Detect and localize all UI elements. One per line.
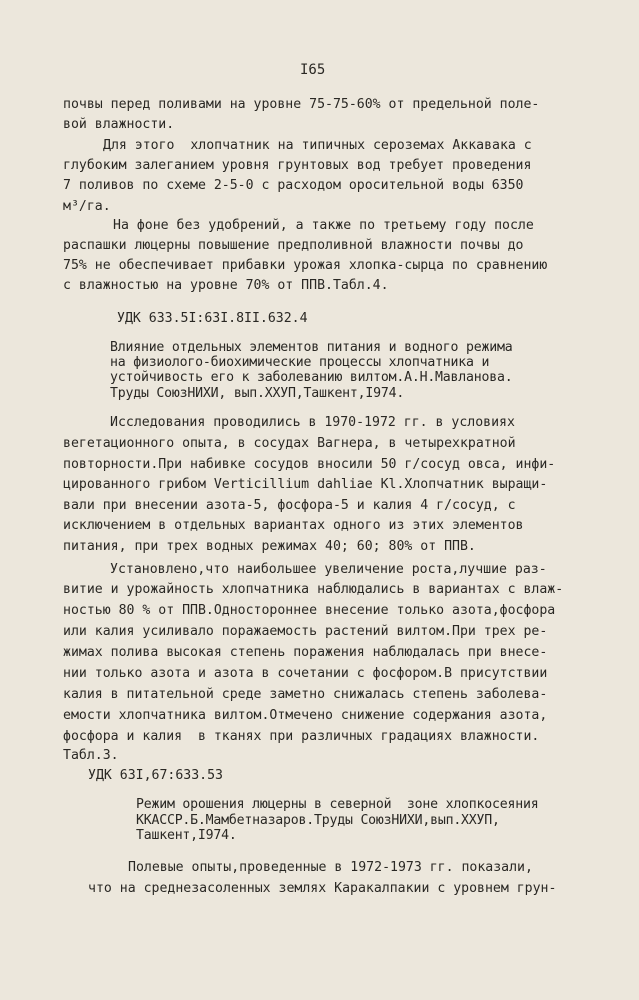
text-line: цированного грибом Verticillium dahliae Kl.Хлопчатник выращи- bbox=[63, 477, 548, 492]
text-line: Для этого хлопчатник на типичных сероземах Аккавака с bbox=[103, 138, 532, 153]
text-line: Табл.3. bbox=[63, 748, 119, 763]
text-line: вой влажности. bbox=[63, 117, 175, 132]
text-line: Полевые опыты,проведенные в 1972-1973 гг. показали, bbox=[128, 860, 533, 875]
abstract-line: ККАССР.Б.Мамбетназаров.Труды СоюзНИХИ,вып.ХХУП, bbox=[136, 813, 500, 828]
text-line: с влажностью на уровне 70% от ППВ.Табл.4. bbox=[63, 278, 389, 293]
text-line: распашки люцерны повышение предполивной влажности почвы до bbox=[63, 238, 524, 253]
text-line: жимах полива высокая степень поражения наблюдалась при внесе- bbox=[63, 645, 548, 660]
text-line: исключением в отдельных вариантах одного из этих элементов bbox=[63, 518, 524, 533]
text-line: На фоне без удобрений, а также по третьему году после bbox=[113, 218, 534, 233]
text-line: Установлено,что наибольшее увеличение роста,лучшие раз- bbox=[110, 562, 547, 577]
abstract-line: Труды СоюзНИХИ, вып.ХХУП,Ташкент,I974. bbox=[110, 386, 405, 401]
text-line: вали при внесении азота-5, фосфора-5 и калия 4 г/сосуд, с bbox=[63, 498, 516, 513]
abstract-line: Ташкент,I974. bbox=[136, 828, 237, 843]
text-line: глубоким залеганием уровня грунтовых вод требует проведения bbox=[63, 158, 532, 173]
text-line: почвы перед поливами на уровне 75-75-60% от предельной поле- bbox=[63, 97, 540, 112]
abstract-line: Влияние отдельных элементов питания и водного режима bbox=[110, 340, 513, 355]
text-line: м³/га. bbox=[63, 199, 111, 214]
text-line: фосфора и калия в тканях при различных градациях влажности. bbox=[63, 729, 540, 744]
text-line: витие и урожайность хлопчатника наблюдались в вариантах с влаж- bbox=[63, 582, 564, 597]
text-line: вегетационного опыта, в сосудах Вагнера, в четырехкратной bbox=[63, 436, 516, 451]
text-line: нии только азота и азота в сочетании с фосфором.В присутствии bbox=[63, 666, 548, 681]
udk-code: УДК 63I,67:633.53 bbox=[88, 768, 223, 783]
text-line: калия в питательной среде заметно снижалась степень заболева- bbox=[63, 687, 548, 702]
page-number: I65 bbox=[300, 62, 326, 78]
text-line: питания, при трех водных режимах 40; 60; 80% от ППВ. bbox=[63, 539, 476, 554]
text-line: ностью 80 % от ППВ.Одностороннее внесение только азота,фосфора bbox=[63, 603, 556, 618]
text-line: 7 поливов по схеме 2-5-0 с расходом оросительной воды 6350 bbox=[63, 178, 524, 193]
abstract-line: устойчивость его к заболеванию вилтом.А.Н.Мавланова. bbox=[110, 370, 513, 385]
text-line: 75% не обеспечивает прибавки урожая хлопка-сырца по сравнению bbox=[63, 258, 548, 273]
abstract-line: на физиолого-биохимические процессы хлопчатника и bbox=[110, 355, 490, 370]
text-line: емости хлопчатника вилтом.Отмечено снижение содержания азота, bbox=[63, 708, 548, 723]
abstract-line: Режим орошения люцерны в северной зоне хлопкосеяния bbox=[136, 797, 539, 812]
text-line: Исследования проводились в 1970-1972 гг. в условиях bbox=[110, 415, 515, 430]
text-line: что на среднезасоленных землях Каракалпакии с уровнем грун- bbox=[88, 881, 557, 896]
text-line: повторности.При набивке сосудов вносили 50 г/сосуд овса, инфи- bbox=[63, 457, 556, 472]
text-line: или калия усиливало поражаемость растений вилтом.При трех ре- bbox=[63, 624, 548, 639]
udk-code: УДК 633.5I:63I.8II.632.4 bbox=[117, 311, 308, 326]
